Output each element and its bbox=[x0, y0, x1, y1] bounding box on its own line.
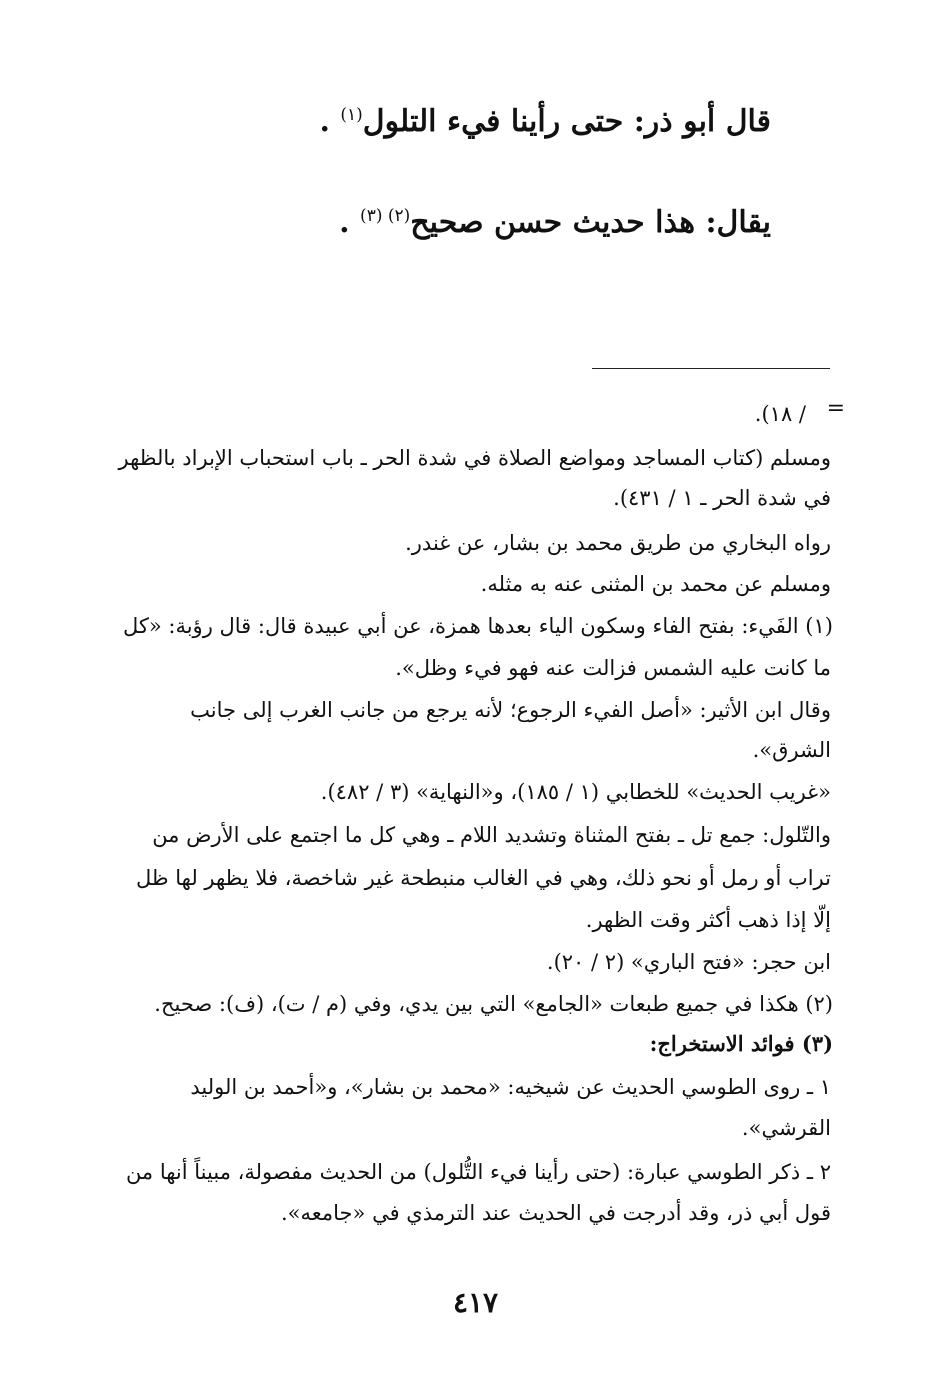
footnote-separator bbox=[592, 368, 830, 369]
main-text-line-2 bbox=[339, 205, 771, 240]
main-text: يقال: هذا حديث حسن صحيح bbox=[410, 205, 771, 240]
footnote-line: / ١٨). bbox=[754, 402, 806, 426]
footnote-line: «غريب الحديث» للخطابي (١ / ١٨٥)، و«النهاية» (٣ / ٤٨٢). bbox=[320, 780, 831, 804]
continuation-mark: = bbox=[826, 396, 845, 421]
main-text-line-1 bbox=[319, 104, 771, 139]
footnote-line: إلّا إذا ذهب أكثر وقت الظهر. bbox=[585, 908, 831, 932]
footnote-line: (٢) هكذا في جميع طبعات «الجامع» التي بين يدي، وفي (م / ت)، (ف): صحيح. bbox=[154, 992, 833, 1016]
footnote-line: رواه البخاري من طريق محمد بن بشار، عن غندر. bbox=[405, 531, 831, 555]
footnote-line: والتّلول: جمع تل ـ بفتح المثناة وتشديد اللام ـ وهي كل ما اجتمع على الأرض من bbox=[152, 823, 831, 847]
main-text-end: . bbox=[319, 104, 341, 139]
footnote-heading: (٣) فوائد الاستخراج: bbox=[649, 1031, 833, 1056]
footnote-line: في شدة الحر ـ ١ / ٤٣١). bbox=[613, 486, 831, 510]
footnote-ref: (٢) (٣) bbox=[360, 206, 411, 226]
main-text-end: . bbox=[339, 205, 361, 240]
footnote-line: تراب أو رمل أو نحو ذلك، وهي في الغالب منبطحة غير شاخصة، فلا يظهر لها ظل bbox=[135, 866, 831, 890]
footnote-ref: (١) bbox=[340, 105, 363, 125]
footnote-line: وقال ابن الأثير: «أصل الفيء الرجوع؛ لأنه يرجع من جانب الغرب إلى جانب bbox=[190, 698, 831, 722]
footnote-line: قول أبي ذر، وقد أدرجت في الحديث عند الترمذي في «جامعه». bbox=[281, 1201, 831, 1225]
footnote-line: ما كانت عليه الشمس فزالت عنه فهو فيء وظل». bbox=[395, 656, 831, 680]
page-number: ٤١٧ bbox=[452, 1286, 499, 1319]
footnote-line: ومسلم عن محمد بن المثنى عنه به مثله. bbox=[480, 572, 831, 596]
footnote-line: الشرق». bbox=[752, 738, 831, 762]
footnote-line: ٢ ـ ذكر الطوسي عبارة: (حتى رأينا فيء التُّلول) من الحديث مفصولة، مبيناً أنها من bbox=[125, 1160, 831, 1184]
footnote-line: ابن حجر: «فتح الباري» (٢ / ٢٠). bbox=[546, 950, 831, 974]
footnote-line: ١ ـ روى الطوسي الحديث عن شيخيه: «محمد بن بشار»، و«أحمد بن الوليد bbox=[190, 1075, 831, 1099]
footnote-line: ومسلم (كتاب المساجد ومواضع الصلاة في شدة الحر ـ باب استحباب الإبراد بالظهر bbox=[118, 446, 831, 470]
footnote-line: (١) الفَيء: بفتح الفاء وسكون الياء بعدها همزة، عن أبي عبيدة قال: قال رؤبة: «كل bbox=[122, 614, 833, 638]
main-text: قال أبو ذر: حتى رأينا فيء التلول bbox=[362, 104, 771, 139]
footnote-line: القرشي». bbox=[741, 1116, 831, 1140]
